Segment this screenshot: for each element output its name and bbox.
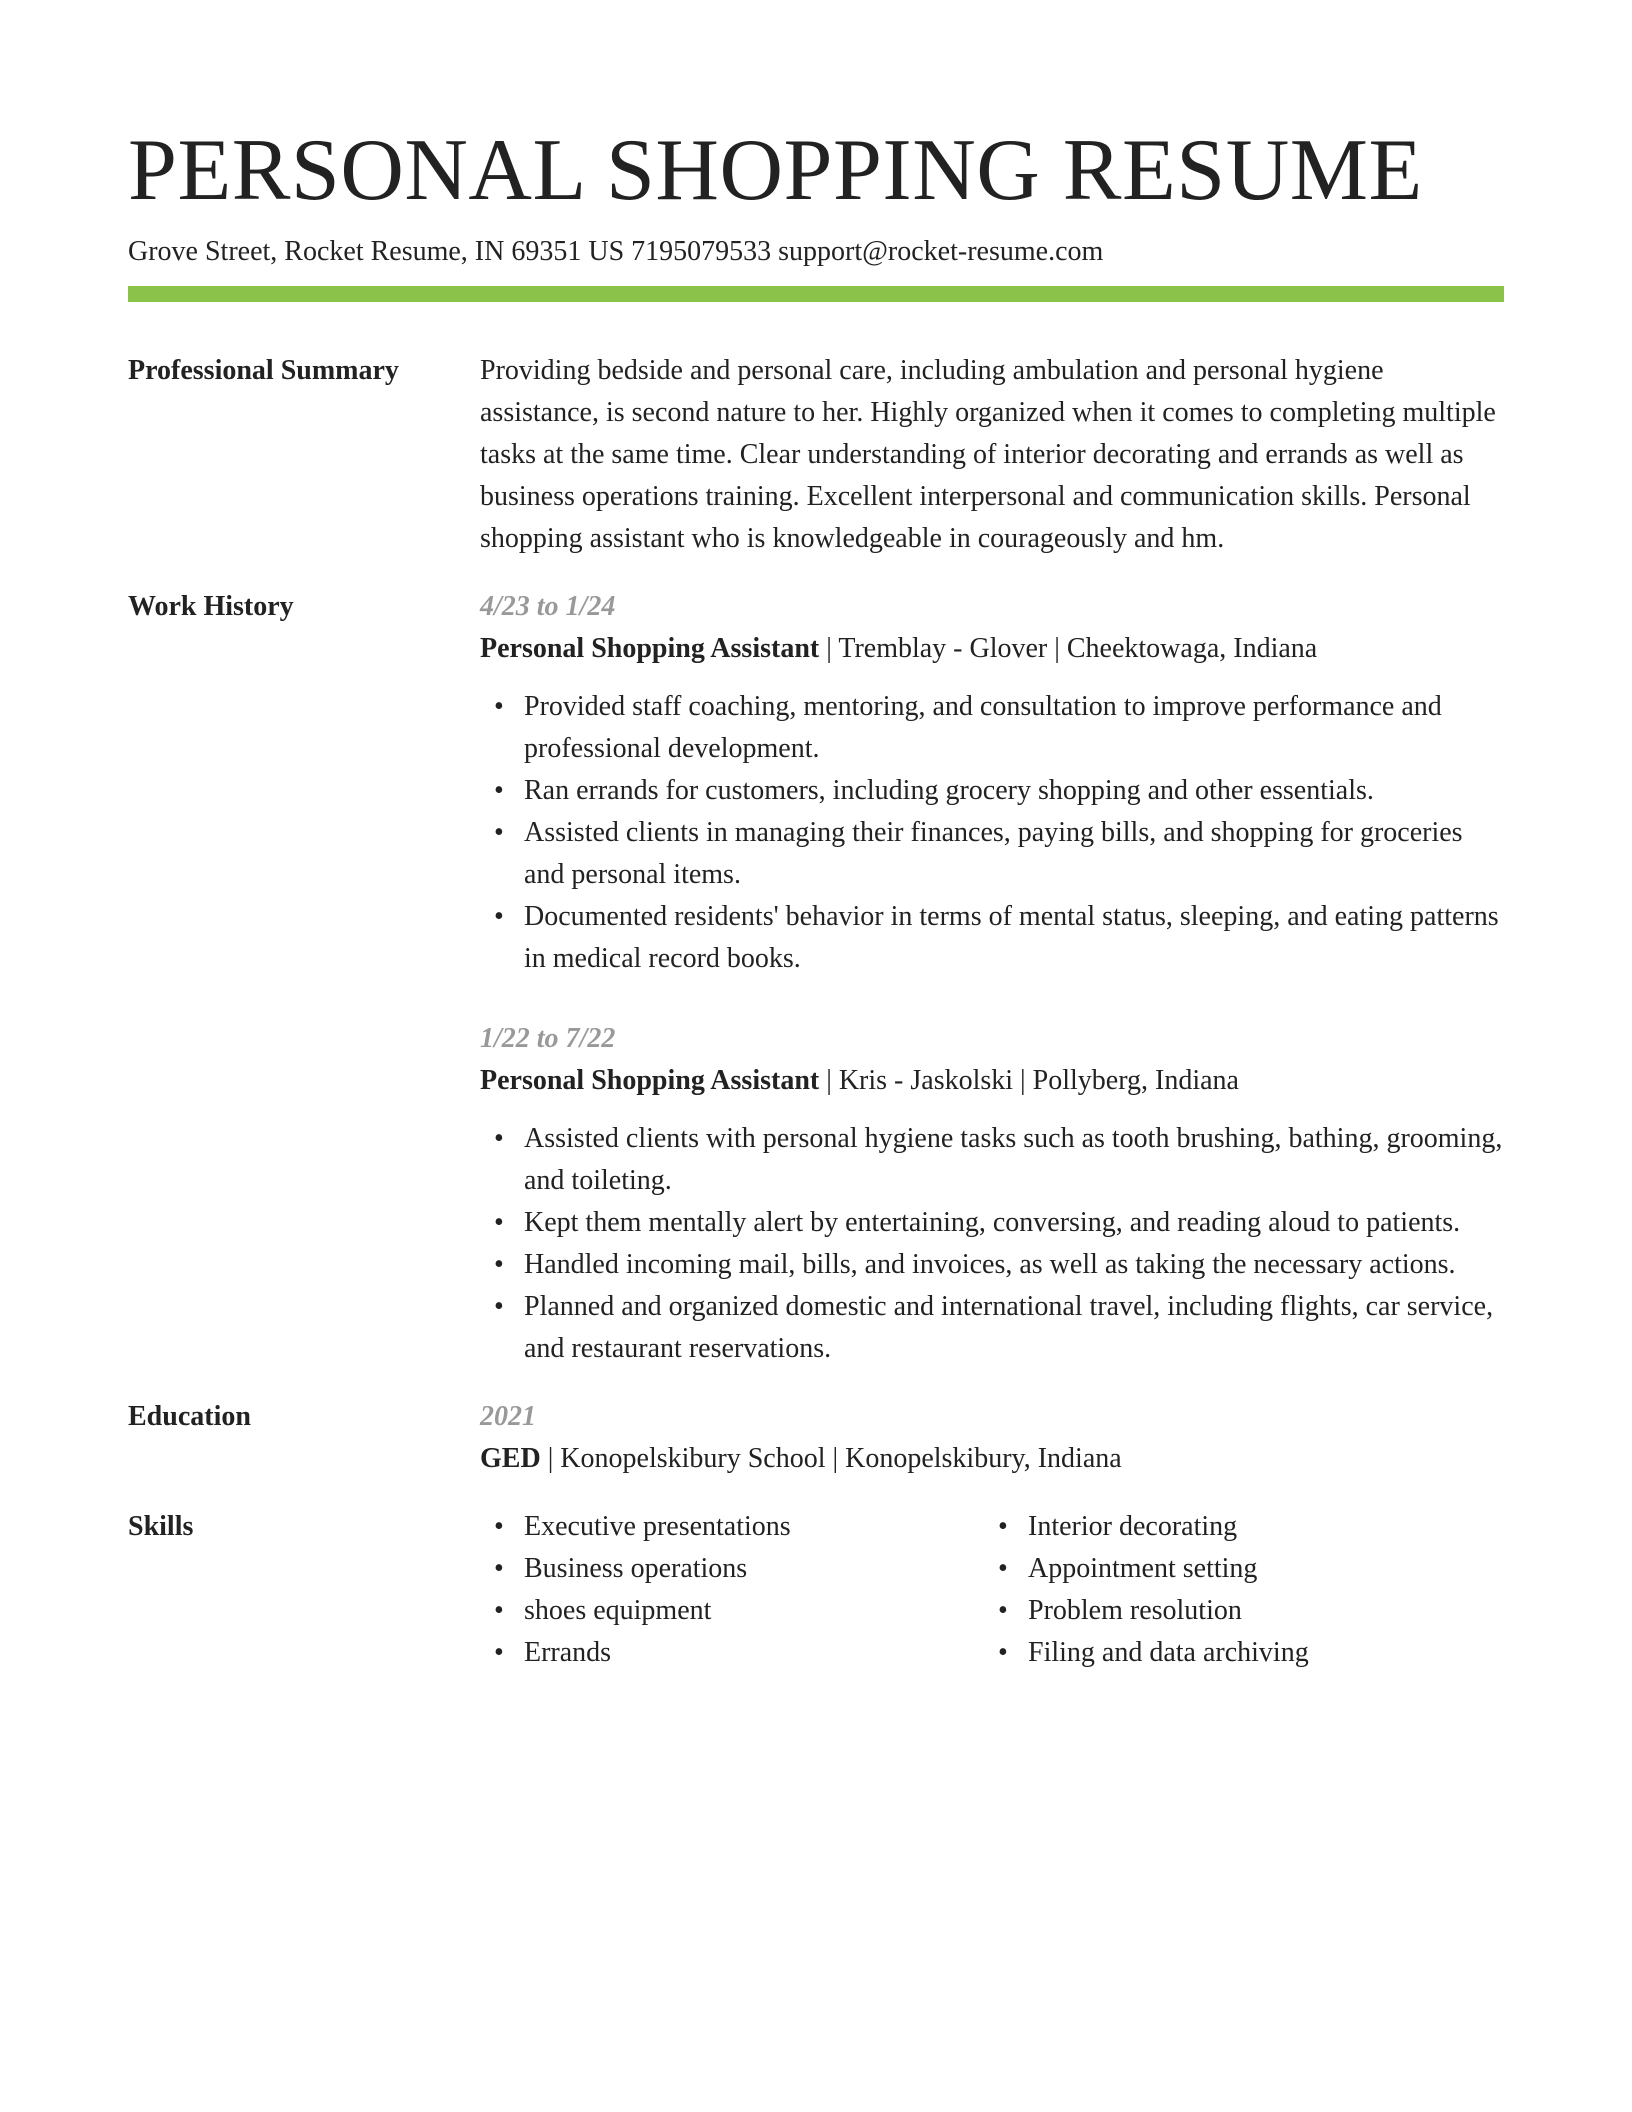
education-year: 2021 — [480, 1401, 536, 1432]
list-item — [494, 1244, 1504, 1286]
list-item — [998, 1590, 1488, 1632]
duty-text: Provided staff coaching, mentoring, and consultation to improve performance and professional development. — [524, 691, 1442, 764]
skills-section — [128, 1506, 1504, 1674]
list-item — [494, 686, 1504, 770]
education-school-location: | Konopelskibury School | Konopelskibury, Indiana — [540, 1443, 1122, 1474]
bullet-icon: • — [494, 1249, 504, 1280]
list-item — [494, 1506, 984, 1548]
education-heading: Education — [128, 1401, 251, 1432]
skills-column-right — [984, 1506, 1488, 1674]
bullet-icon: • — [494, 1207, 504, 1238]
skills-body — [480, 1506, 1504, 1674]
list-item — [494, 1118, 1504, 1202]
job-duties-list — [480, 1118, 1504, 1370]
summary-text: Providing bedside and personal care, including ambulation and personal hygiene assistance, is second nature to her. Highly organized when it comes to completing multiple tasks at the same time. Clear understanding of interior decorating and errands as well as business operations training. Excellent interpersonal and communication skills. Personal shopping assistant who is knowledgeable in courageously and hm. — [480, 355, 1496, 554]
job-title-line — [480, 1060, 1504, 1102]
job-duties-list — [480, 686, 1504, 980]
bullet-icon: • — [494, 775, 504, 806]
job-dates: 1/22 to 7/22 — [480, 1023, 616, 1054]
contact-line: Grove Street, Rocket Resume, IN 69351 US 7195079533 support@rocket-resume.com — [128, 236, 1104, 267]
skill-text: shoes equipment — [524, 1595, 712, 1626]
summary-heading: Professional Summary — [128, 355, 399, 386]
list-item — [494, 1286, 1504, 1370]
duty-text: Documented residents' behavior in terms of mental status, sleeping, and eating patterns in medical record books. — [524, 901, 1499, 974]
bullet-icon: • — [998, 1511, 1008, 1542]
list-item — [494, 1590, 984, 1632]
education-degree: GED — [480, 1443, 541, 1474]
list-item — [494, 812, 1504, 896]
skill-text: Executive presentations — [524, 1511, 791, 1542]
bullet-icon: • — [494, 1595, 504, 1626]
list-item — [494, 770, 1504, 812]
list-item — [494, 1548, 984, 1590]
skills-list — [480, 1506, 984, 1674]
bullet-icon: • — [494, 1511, 504, 1542]
education-section — [128, 1396, 1504, 1480]
skill-text: Problem resolution — [1028, 1595, 1242, 1626]
list-item — [998, 1548, 1488, 1590]
skills-heading: Skills — [128, 1511, 194, 1542]
duty-text: Ran errands for customers, including grocery shopping and other essentials. — [524, 775, 1374, 806]
duty-text: Assisted clients in managing their finances, paying bills, and shopping for groceries and personal items. — [524, 817, 1463, 890]
resume-page — [128, 118, 1504, 1674]
bullet-icon: • — [494, 1637, 504, 1668]
skill-text: Filing and data archiving — [1028, 1637, 1309, 1668]
job-entry — [480, 1018, 1504, 1370]
bullet-icon: • — [494, 817, 504, 848]
list-item — [998, 1632, 1488, 1674]
bullet-icon: • — [494, 691, 504, 722]
bullet-icon: • — [494, 901, 504, 932]
job-dates: 4/23 to 1/24 — [480, 591, 616, 622]
bullet-icon: • — [998, 1595, 1008, 1626]
job-role: Personal Shopping Assistant — [480, 1065, 820, 1096]
duty-text: Kept them mentally alert by entertaining, conversing, and reading aloud to patients. — [524, 1207, 1461, 1238]
work-history-heading: Work History — [128, 591, 294, 622]
work-history-body — [480, 586, 1504, 1370]
summary-section — [128, 350, 1504, 560]
education-line — [480, 1438, 1504, 1480]
job-employer-location: | Kris - Jaskolski | Pollyberg, Indiana — [819, 1065, 1239, 1096]
bullet-icon: • — [494, 1553, 504, 1584]
skills-list — [984, 1506, 1488, 1674]
duty-text: Assisted clients with personal hygiene tasks such as tooth brushing, bathing, grooming, and toileting. — [524, 1123, 1503, 1196]
list-item — [494, 896, 1504, 980]
skill-text: Interior decorating — [1028, 1511, 1238, 1542]
bullet-icon: • — [494, 1291, 504, 1322]
job-employer-location: | Tremblay - Glover | Cheektowaga, Indiana — [819, 633, 1318, 664]
list-item — [494, 1632, 984, 1674]
bullet-icon: • — [494, 1123, 504, 1154]
list-item — [998, 1506, 1488, 1548]
job-title-line — [480, 628, 1504, 670]
bullet-icon: • — [998, 1553, 1008, 1584]
job-role: Personal Shopping Assistant — [480, 633, 820, 664]
resume-title: PERSONAL SHOPPING RESUME — [128, 122, 1423, 219]
skill-text: Business operations — [524, 1553, 748, 1584]
skill-text: Appointment setting — [1028, 1553, 1258, 1584]
list-item — [494, 1202, 1504, 1244]
job-entry — [480, 586, 1504, 980]
bullet-icon: • — [998, 1637, 1008, 1668]
accent-divider — [128, 286, 1504, 302]
skills-column-left — [480, 1506, 984, 1674]
work-history-section — [128, 586, 1504, 1370]
duty-text: Handled incoming mail, bills, and invoices, as well as taking the necessary actions. — [524, 1249, 1456, 1280]
education-body — [480, 1396, 1504, 1480]
skill-text: Errands — [524, 1637, 612, 1668]
duty-text: Planned and organized domestic and international travel, including flights, car service, and restaurant reservations. — [524, 1291, 1494, 1364]
